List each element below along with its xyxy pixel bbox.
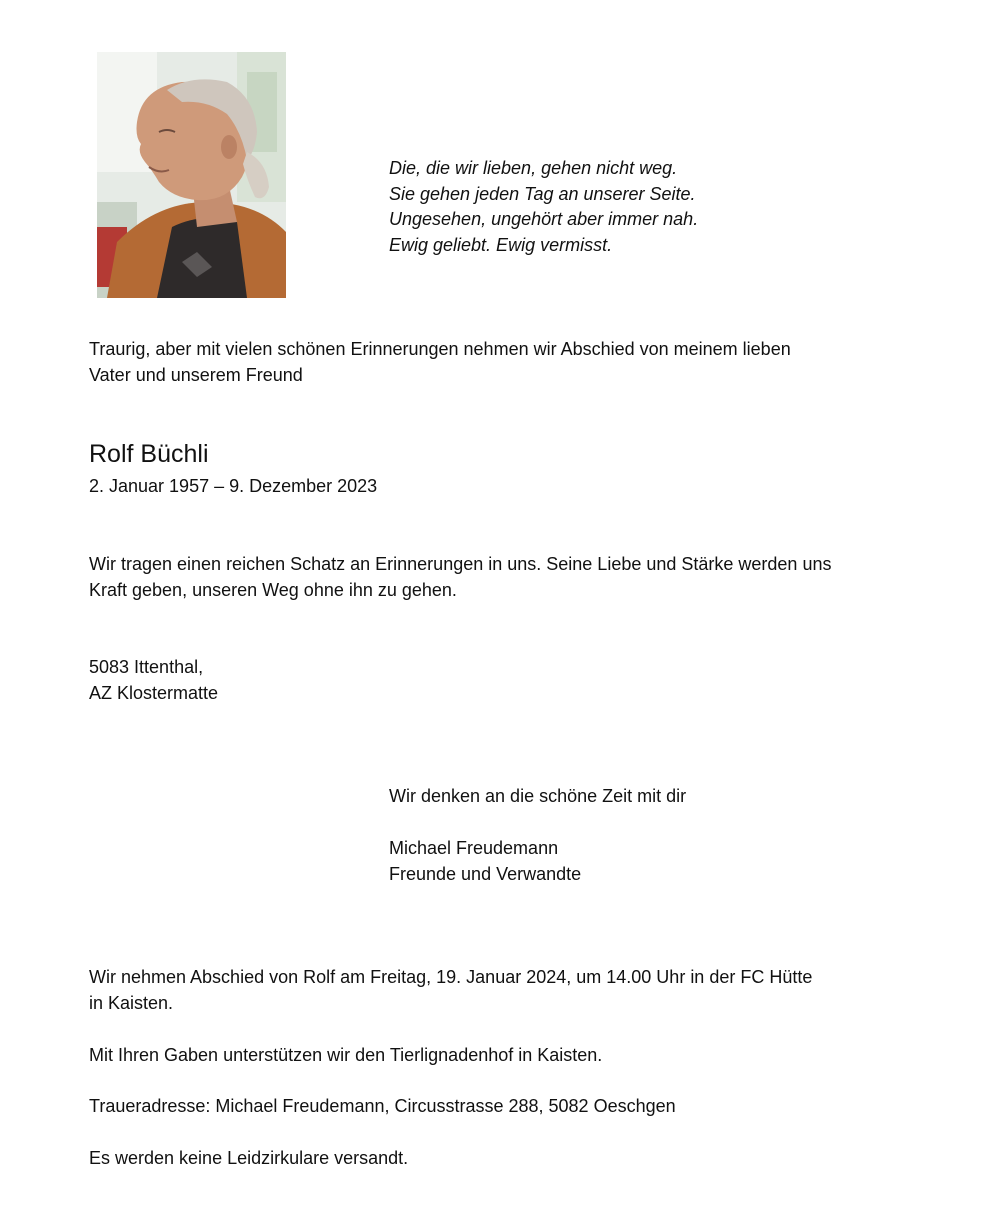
poem bbox=[389, 156, 698, 258]
address-line-2: AZ Klostermatte bbox=[89, 683, 219, 703]
deceased-name: Rolf Büchli bbox=[89, 440, 209, 468]
life-dates: 2. Januar 1957 – 9. Dezember 2023 bbox=[89, 476, 378, 496]
portrait-photo-icon bbox=[97, 52, 286, 298]
poem-line: Ungesehen, ungehört aber immer nah. bbox=[389, 209, 699, 229]
memories-text bbox=[89, 551, 899, 603]
residence-address bbox=[89, 654, 218, 706]
poem-line: Die, die wir lieben, gehen nicht weg. bbox=[389, 158, 678, 178]
mourning-address: Traueradresse: Michael Freudemann, Circusstrasse 288, 5082 Oeschgen bbox=[89, 1096, 676, 1116]
service-line-2: in Kaisten. bbox=[89, 993, 174, 1013]
memories-line-2: Kraft geben, unseren Weg ohne ihn zu gehen. bbox=[89, 580, 457, 600]
poem-line: Sie gehen jeden Tag an unserer Seite. bbox=[389, 183, 696, 204]
signer-group: Freunde und Verwandte bbox=[389, 864, 582, 884]
intro-line-1: Traurig, aber mit vielen schönen Erinnerungen nehmen wir Abschied von meinem lieben bbox=[89, 339, 791, 359]
closing-line: Wir denken an die schöne Zeit mit dir bbox=[389, 786, 687, 806]
closing-signature bbox=[389, 783, 686, 887]
service-line-1: Wir nehmen Abschied von Rolf am Freitag, 19. Januar 2024, um 14.00 Uhr in der FC Hütte bbox=[89, 967, 813, 987]
memories-line-1: Wir tragen einen reichen Schatz an Erinnerungen in uns. Seine Liebe und Stärke werden uns bbox=[89, 554, 832, 574]
donation-note: Mit Ihren Gaben unterstützen wir den Tierlignadenhof in Kaisten. bbox=[89, 1045, 603, 1065]
no-letters-note: Es werden keine Leidzirkulare versandt. bbox=[89, 1148, 409, 1168]
address-line-1: 5083 Ittenthal, bbox=[89, 657, 204, 677]
intro-text bbox=[89, 336, 889, 388]
intro-line-2: Vater und unserem Freund bbox=[89, 365, 303, 385]
portrait-photo bbox=[97, 52, 286, 298]
service-info bbox=[89, 964, 879, 1016]
poem-line: Ewig geliebt. Ewig vermisst. bbox=[389, 234, 613, 255]
signer-name: Michael Freudemann bbox=[389, 838, 559, 858]
